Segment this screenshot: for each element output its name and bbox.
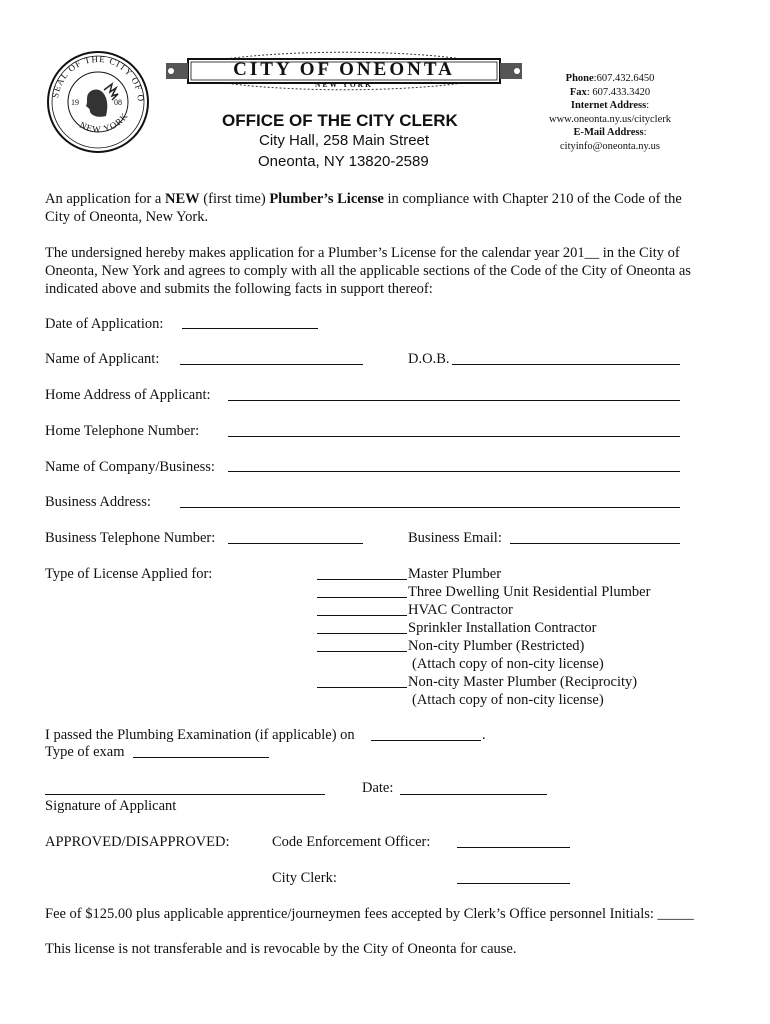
dob-label: D.O.B. <box>408 351 450 367</box>
contact-email-label: E-Mail Address: <box>573 127 647 138</box>
license-note: (Attach copy of non-city license) <box>412 656 604 672</box>
contact-phone: Phone:607.432.6450 <box>565 73 655 84</box>
exam-period: . <box>482 727 486 743</box>
license-note: (Attach copy of non-city license) <box>412 692 604 708</box>
home-phone-field[interactable] <box>228 436 680 437</box>
intro-paragraph-1-line2: City of Oneonta, New York. <box>45 209 209 225</box>
city-banner <box>166 44 522 98</box>
license-option-check[interactable] <box>317 633 407 634</box>
license-option-check[interactable] <box>317 597 407 598</box>
office-title: OFFICE OF THE CITY CLERK <box>222 111 458 130</box>
signature-field[interactable] <box>45 794 325 795</box>
license-option: Sprinkler Installation Contractor <box>408 620 597 636</box>
name-of-applicant-field[interactable] <box>180 364 363 365</box>
office-address-line2: Oneonta, NY 13820-2589 <box>258 153 429 170</box>
banner-subtitle: NEW YORK <box>315 80 373 89</box>
seal-year-left: 19 <box>71 98 79 107</box>
license-option-check[interactable] <box>317 579 407 580</box>
svg-text:NEW YORK: NEW YORK <box>78 110 131 135</box>
business-address-label: Business Address: <box>45 494 151 510</box>
date-of-application-field[interactable] <box>182 328 318 329</box>
city-clerk-label: City Clerk: <box>272 870 337 886</box>
svg-text:SEAL OF THE CITY OF ONEONTA: SEAL OF THE CITY OF O <box>50 53 147 103</box>
license-option-check[interactable] <box>317 615 407 616</box>
seal-ring-text <box>46 50 150 154</box>
date-of-application-label: Date of Application: <box>45 316 164 332</box>
home-address-label: Home Address of Applicant: <box>45 387 211 403</box>
exam-passed-label: I passed the Plumbing Examination (if applicable) on <box>45 727 355 743</box>
seal-year-right: 08 <box>114 98 122 107</box>
code-officer-field[interactable] <box>457 847 570 848</box>
license-option: Non-city Master Plumber (Reciprocity) <box>408 674 638 690</box>
home-address-field[interactable] <box>228 400 680 401</box>
signature-label: Signature of Applicant <box>45 798 177 814</box>
banner-title: CITY OF ONEONTA <box>233 59 455 80</box>
company-label: Name of Company/Business: <box>45 459 215 475</box>
license-type-label: Type of License Applied for: <box>45 566 213 582</box>
intro-paragraph-2-line1: The undersigned hereby makes application for a Plumber’s License for the calendar year 201__ in the City of <box>45 245 680 261</box>
business-phone-field[interactable] <box>228 543 363 544</box>
name-of-applicant-label: Name of Applicant: <box>45 351 160 367</box>
intro-paragraph-1: An application for a NEW (first time) Plumber’s License in compliance with Chapter 210 of the Code of the <box>45 191 682 207</box>
office-address-line1: City Hall, 258 Main Street <box>259 132 430 149</box>
license-option: Non-city Plumber (Restricted) <box>408 638 585 654</box>
contact-fax: Fax: 607.433.3420 <box>569 86 651 98</box>
approval-status-label: APPROVED/DISAPPROVED: <box>45 834 230 850</box>
business-email-field[interactable] <box>510 543 680 544</box>
license-option-check[interactable] <box>317 687 407 688</box>
license-option: HVAC Contractor <box>408 602 513 618</box>
fee-statement: Fee of $125.00 plus applicable apprentice/journeymen fees accepted by Clerk’s Office personnel Initials: _____ <box>45 906 694 922</box>
business-phone-label: Business Telephone Number: <box>45 530 216 546</box>
business-email-label: Business Email: <box>408 530 502 546</box>
exam-type-field[interactable] <box>133 757 269 758</box>
exam-type-label: Type of exam <box>45 744 125 760</box>
signature-date-field[interactable] <box>400 794 547 795</box>
license-option-check[interactable] <box>317 651 407 652</box>
dob-field[interactable] <box>452 364 680 365</box>
license-option: Three Dwelling Unit Residential Plumber <box>408 584 651 600</box>
city-clerk-field[interactable] <box>457 883 570 884</box>
contact-internet-label: Internet Address: <box>570 100 650 111</box>
company-field[interactable] <box>228 471 680 472</box>
business-address-field[interactable] <box>180 507 680 508</box>
intro-paragraph-2-line2: Oneonta, New York and agrees to comply with all the applicable sections of the Code of the City of Oneonta as <box>45 263 691 279</box>
code-officer-label: Code Enforcement Officer: <box>272 834 431 850</box>
contact-block <box>515 72 705 153</box>
transfer-notice: This license is not transferable and is revocable by the City of Oneonta for cause. <box>45 941 517 957</box>
signature-date-label: Date: <box>362 780 394 796</box>
city-seal <box>46 50 150 154</box>
license-option: Master Plumber <box>408 566 502 582</box>
home-phone-label: Home Telephone Number: <box>45 423 200 439</box>
intro-paragraph-2-line3: indicated above and submits the following facts in support thereof: <box>45 281 433 297</box>
contact-website[interactable]: www.oneonta.ny.us/cityclerk <box>549 113 671 125</box>
contact-email[interactable]: cityinfo@oneonta.ny.us <box>560 140 660 152</box>
exam-date-field[interactable] <box>371 740 481 741</box>
